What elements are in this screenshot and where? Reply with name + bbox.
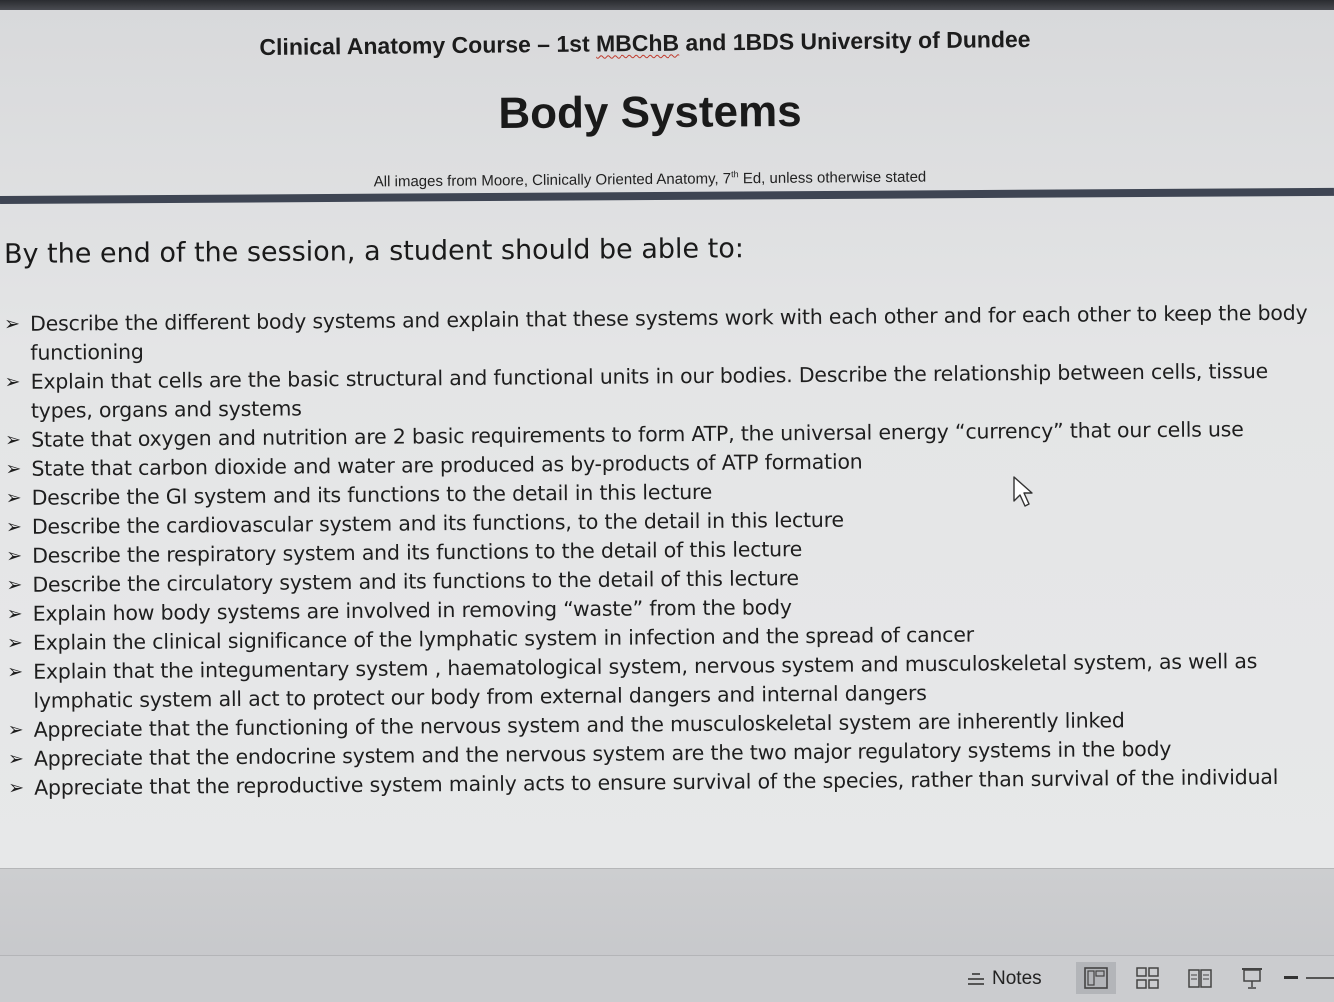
normal-view-button[interactable] [1076,962,1116,994]
notes-label: Notes [992,968,1042,989]
bullet-arrow-icon: ➢ [8,776,25,799]
bullet-arrow-icon: ➢ [5,486,22,509]
bullet-arrow-icon: ➢ [7,747,24,770]
slide-sorter-view-button[interactable] [1128,962,1168,994]
reading-view-icon [1187,967,1213,989]
image-source-note: All images from Moore, Clinically Oriented Anatomy, 7th Ed, unless otherwise stated [373,168,927,191]
normal-view-icon [1084,967,1108,989]
objective-text: Appreciate that the functioning of the nervous system and the musculoskeletal system are inherently linked [33,708,1125,742]
objective-text: Describe the different body systems and explain that these systems work with each other and for each other to keep the body functioning [30,300,1308,365]
bullet-arrow-icon: ➢ [4,312,20,335]
slide-title: Body Systems [498,86,802,139]
objective-text: Appreciate that the reproductive system mainly acts to ensure survival of the species, rather than survival of the individual [34,764,1279,800]
spellcheck-underlined-word: MBChB [595,29,680,57]
bullet-arrow-icon: ➢ [7,660,23,683]
bullet-arrow-icon: ➢ [6,631,23,654]
course-title: Clinical Anatomy Course – 1st MBChB and 1BDS University of Dundee [259,25,1031,61]
objective-text: Explain that the integumentary system , haematological system, nervous system and musculoskeletal system, as well as lymphatic system all act to protect our body from external dangers and internal dangers [33,649,1258,713]
objective-text: Describe the GI system and its functions to the detail in this lecture [31,479,713,510]
zoom-out-icon[interactable] [1284,976,1298,979]
bullet-arrow-icon: ➢ [5,515,22,538]
slide-pane-background [0,868,1334,964]
slide-show-button[interactable] [1232,962,1272,994]
bullet-arrow-icon: ➢ [5,428,21,451]
bullet-arrow-icon: ➢ [7,718,24,741]
mouse-cursor-icon [1012,475,1038,509]
reading-view-button[interactable] [1180,962,1220,994]
objective-text: Describe the circulatory system and its functions to the detail of this lecture [32,566,799,597]
objective-text: Describe the cardiovascular system and its functions, to the detail in this lecture [31,507,844,539]
notes-icon [966,970,986,988]
objective-text: Describe the respiratory system and its functions to the detail of this lecture [32,537,803,568]
objective-text: State that carbon dioxide and water are produced as by-products of ATP formation [31,449,863,481]
learning-objectives-list [4,299,1318,803]
objective-text: Explain that cells are the basic structural and functional units in our bodies. Describe the relationship between cells, tissue types, organs and systems [30,358,1269,423]
bullet-arrow-icon: ➢ [5,457,22,480]
slide-canvas[interactable] [0,10,1334,868]
slide-sorter-icon [1136,967,1160,989]
objective-text: State that oxygen and nutrition are 2 basic requirements to form ATP, the universal energy “currency” that our cells use [31,417,1244,452]
bullet-arrow-icon: ➢ [6,602,23,625]
bullet-arrow-icon: ➢ [6,573,23,596]
objective-text: Appreciate that the endocrine system and the nervous system are the two major regulatory systems in the body [33,736,1172,771]
bullet-arrow-icon: ➢ [6,544,22,567]
window-top-edge [0,0,1334,10]
slide-show-icon [1240,966,1264,990]
zoom-slider[interactable] [1306,977,1334,979]
session-heading: By the end of the session, a student should be able to: [3,233,745,270]
bullet-arrow-icon: ➢ [4,370,21,393]
notes-button[interactable] [966,966,1042,992]
status-bar [0,955,1334,1002]
objective-text: Explain the clinical significance of the lymphatic system in infection and the spread of cancer [32,622,975,655]
objective-text: Explain how body systems are involved in removing “waste” from the body [32,595,792,626]
